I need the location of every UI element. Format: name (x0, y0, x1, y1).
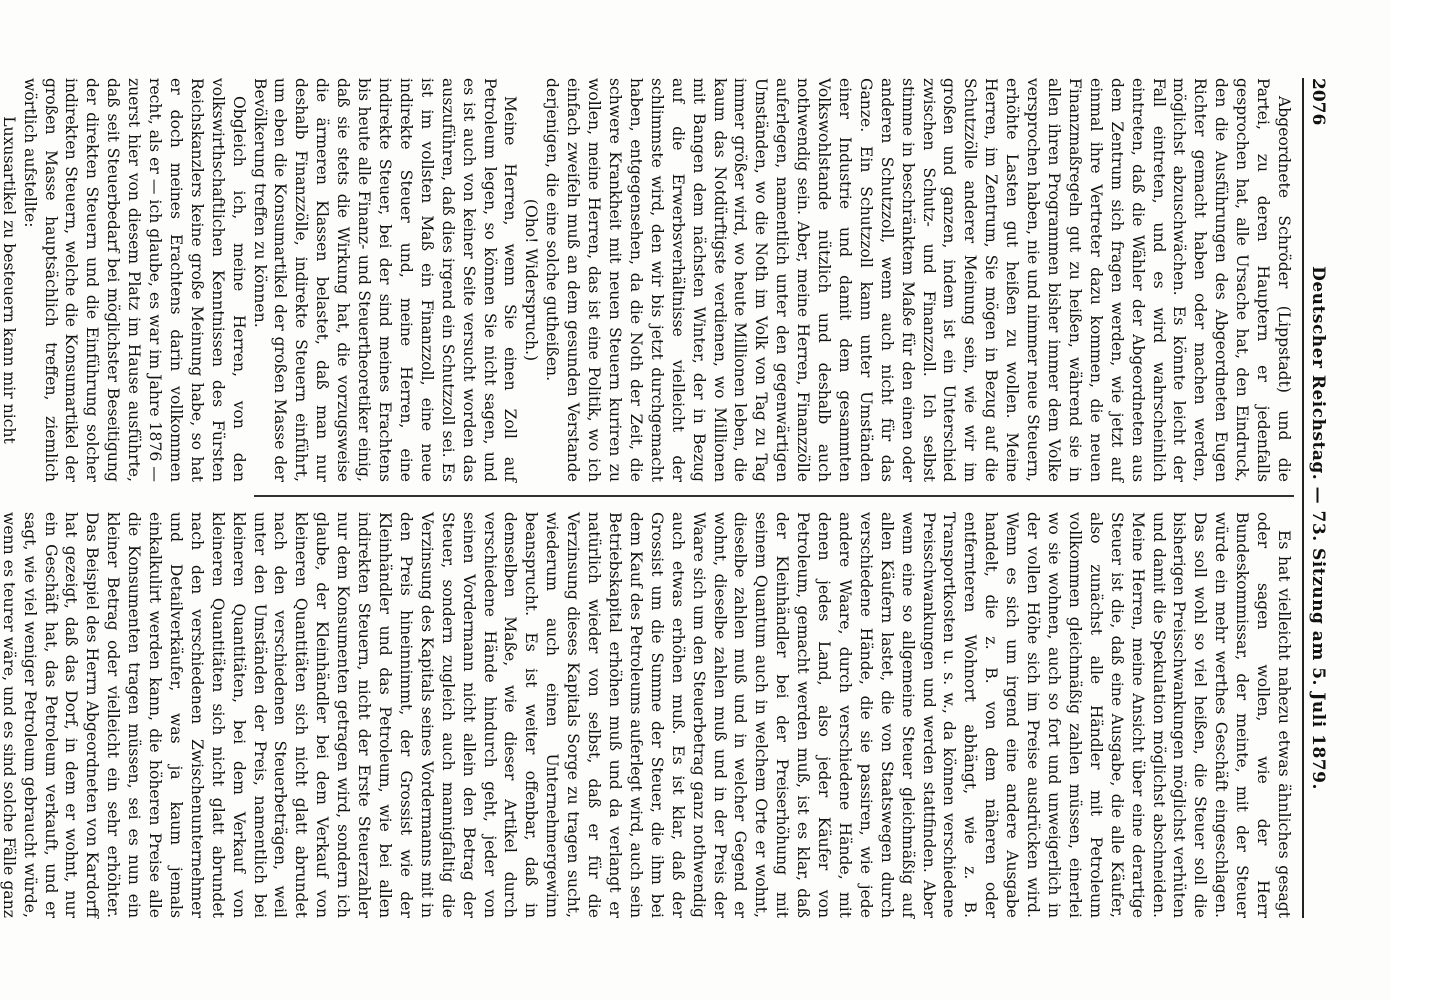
page-header (1302, 78, 1332, 918)
paragraph: Meine Herren, wenn Sie einen Zoll auf Petroleum legen, so können Sie nicht sagen, und es ist auch von keiner Seite versucht worden das auszuführen, daß dies irgend ein Schutzzoll sei. Es ist im vollsten Maß ein Finanzzoll, eine neue indirekte Steuer und, meine Herren, eine indirekte Steuer, bei der sind meines Erachtens bis heute alle Finanz- und Steuertheoretiker einig, daß sie stets die Wirkung hat, die vorzugsweise die ärmeren Klassen belastet, daß man nur deshalb Finanzzölle, indirekte Steuern einführt, um eben die Konsumartikel der großen Masse der Bevölkerung treffen zu können. (250, 78, 520, 482)
page-number: 2076 (1308, 78, 1328, 126)
page-title: Deutscher Reichstag. — 73. Sitzung am 5. Juli 1879. (1308, 266, 1328, 790)
paragraph: Obgleich ich, meine Herren, von den volkswirthschaftlichen Kenntnissen des Fürsten Reichskanzlers keine große Meinung habe, so hat er doch meines Erachtens darin vollkommen recht, als er — ich glaube, es war im Jahre 1876 — zuerst hier von diesem Platz im Hause ausführte, daß seit Steuerbedarf bei möglichster Beseitigung der direkten Steuern und die Einführung solcher indirekten Steuern, welche die Konsumartikel der großen Masse hauptsächlich treffen, ziemlich wörtlich aufstellte: (20, 78, 248, 482)
paragraph: Luxusartikel zu besteuern kann mir nicht (0, 116, 18, 444)
left-text-column (0, 78, 1294, 482)
paragraph: (Oho! Widerspruch.) (522, 198, 541, 362)
paragraph: Es hat vielleicht nahezu etwas ähnliches gesagt oder sagen wollen, wie der Herr Bundeskommissar, der meinte, mit der Steuer würde ein mehr werthes Geschäft eingeschlagen. Das soll wohl so viel heißen, die Steuer soll die bisherigen Preisschwankungen möglichst verhüten und damit die Spekulation möglichst abschneiden. Meine Herren, meine Ansicht über eine derartige Steuer ist die, daß eine Ausgabe, die alle Käufer, also zunächst alle Händler mit Petroleum vollkommen gleichmäßig zahlen müssen, einerlei wo sie wohnen, auch so fort und unweigerlich in der vollen Höhe sich im Preise ausdrücken wird. Wenn es sich um irgend eine andere Ausgabe handelt, die z. B. von dem näheren oder entfernteren Wohnort abhängt, wie z. B. Transportkosten u. s. w., da können verschiedene Preisschwankungen und werden stattfinden. Aber wenn eine so allgemeine Steuer gleichmäßig auf allen Käufern lastet, die von Staatswegen durch verschiedene Hände, die sie passiren, wie jede andere Waare, durch verschiedene Hände, mit denen jedes Land, also jeder Käufer von Petroleum, gemacht werden muß, ist es klar, daß der Kleinhändler bei der Preiserhöhung mit seinem Quantum auch in welchem Orte er wohnt, dieselbe zahlen muß und in welcher Gegend er wohnt, dieselbe zahlen muß und in der Preis der Waare sich um den Steuerbetrag ganz nothwendig auch etwas erhöhen muß. Es ist klar, daß der Grossist um die Summe der Steuer, die ihm bei dem Kauf des Petroleums auferlegt wird, auch sein Betriebskapital erhöhen muß und da verlangt er natürlich wieder von selbst, daß er für die Verzinsung dieses Kapitals Sorge zu tragen sucht, wiederum auch einen Unternehmergewinn beansprucht. Es ist weiter offenbar, daß in demselben Maße, wie dieser Artikel durch verschiedene Hände hindurch geht, jeder von seinen Vordermann nicht allein den Betrag der Steuer, sondern zugleich auch mannigfaltig die Verzinsung des Kapitals seines Vordermanns mit in den Preis hineinnimmt, der Grossist wie der Kleinhändler und das Petroleum, wie bei allen indirekten Steuern, nicht der Erste Steuerzahler nur dem Konsumenten getragen wird, sondern ich glaube, der Kleinhändler bei dem Verkauf von kleineren Quantitäten sich nicht glatt abrundet nach den verschiedenen Steuerbeträgen, weil unter den Umständen der Preis, namentlich bei kleineren Quantitäten, bei dem Verkauf von kleineren Quantitäten sich nicht glatt abrundet nach den verschiedenen Zwischenunternehmer und Detailverkäufer, was ja kaum jemals einkalkulirt werden kann, die höheren Preise alle die Konsumenten tragen müssen, sei es nun ein kleiner Betrag oder vielleicht ein sehr erhöhter. Das Beispiel des Herrn Abgeordneten von Kardorff hat gezeigt, daß das Dorf, in dem er wohnt, nur ein Geschäft hat, das Petroleum verkauft, und er sagt, wie viel weniger Petroleum gebraucht würde, wenn es teurer wäre, und es sind solche Fälle ganz (0, 512, 1293, 918)
paragraph: Abgeordnete Schröder (Lippstadt) und die Partei, zu deren Hauptern er jedenfalls gesprochen hat, alle Ursache hat, den Eindruck, den die Ausführungen des Abgeordneten Eugen Richter gemacht haben oder machen werden, möglichst abzuschwächen. Es könnte leicht der Fall eintreten, und es wird wahrscheinlich eintreten, daß die Wähler der Abgeordneten aus dem Zentrum sich fragen werden, wie jetzt auf einmal ihre Vertreter dazu kommen, die neuen Finanzmaßregeln gut zu heißen, während sie in allen ihren Programmen bisher immer dem Volke versprochen haben, nie und nimmer neue Steuern, erhöhte Lasten gut heißen zu wollen. Meine Herren, im Zentrum, Sie mögen in Bezug auf die Schutzzölle anderer Meinung sein, wie wir im großen und ganzen, indem ist ein Unterschied zwischen Schutz- und Finanzzoll. Ich selbst stimme in beschränktem Maße für den einen oder anderen Schutzzoll, wenn auch nicht für das Ganze. Ein Schutzzoll kann unter Umständen einer Industrie und damit dem gesammten Volkswohlstande nützlich und deshalb auch nothwendig sein. Aber, meine Herren, Finanzzölle auferlegen, namentlich unter den gegenwärtigen Umständen, wo die Noth im Volk von Tag zu Tag immer größer wird, wo heute Millionen leben, die kaum das Notdürftigste verdienen, wo Millionen mit Bangen dem nächsten Winter, der in Bezug auf die Erwerbsverhältnisse vielleicht der schlimmste wird, den wir bis jetzt durchgemacht haben, entgegensehen, da die Noth der Zeit, die schwere Krankheit mit neuen Steuern kuriren zu wollen, meine Herren, das ist eine Politik, wo ich einfach zweifeln muß an dem gesunden Verstande derjenigen, die eine solche gutheißen. (543, 78, 1293, 482)
right-text-column (0, 512, 1294, 918)
column-divider (254, 495, 1294, 497)
